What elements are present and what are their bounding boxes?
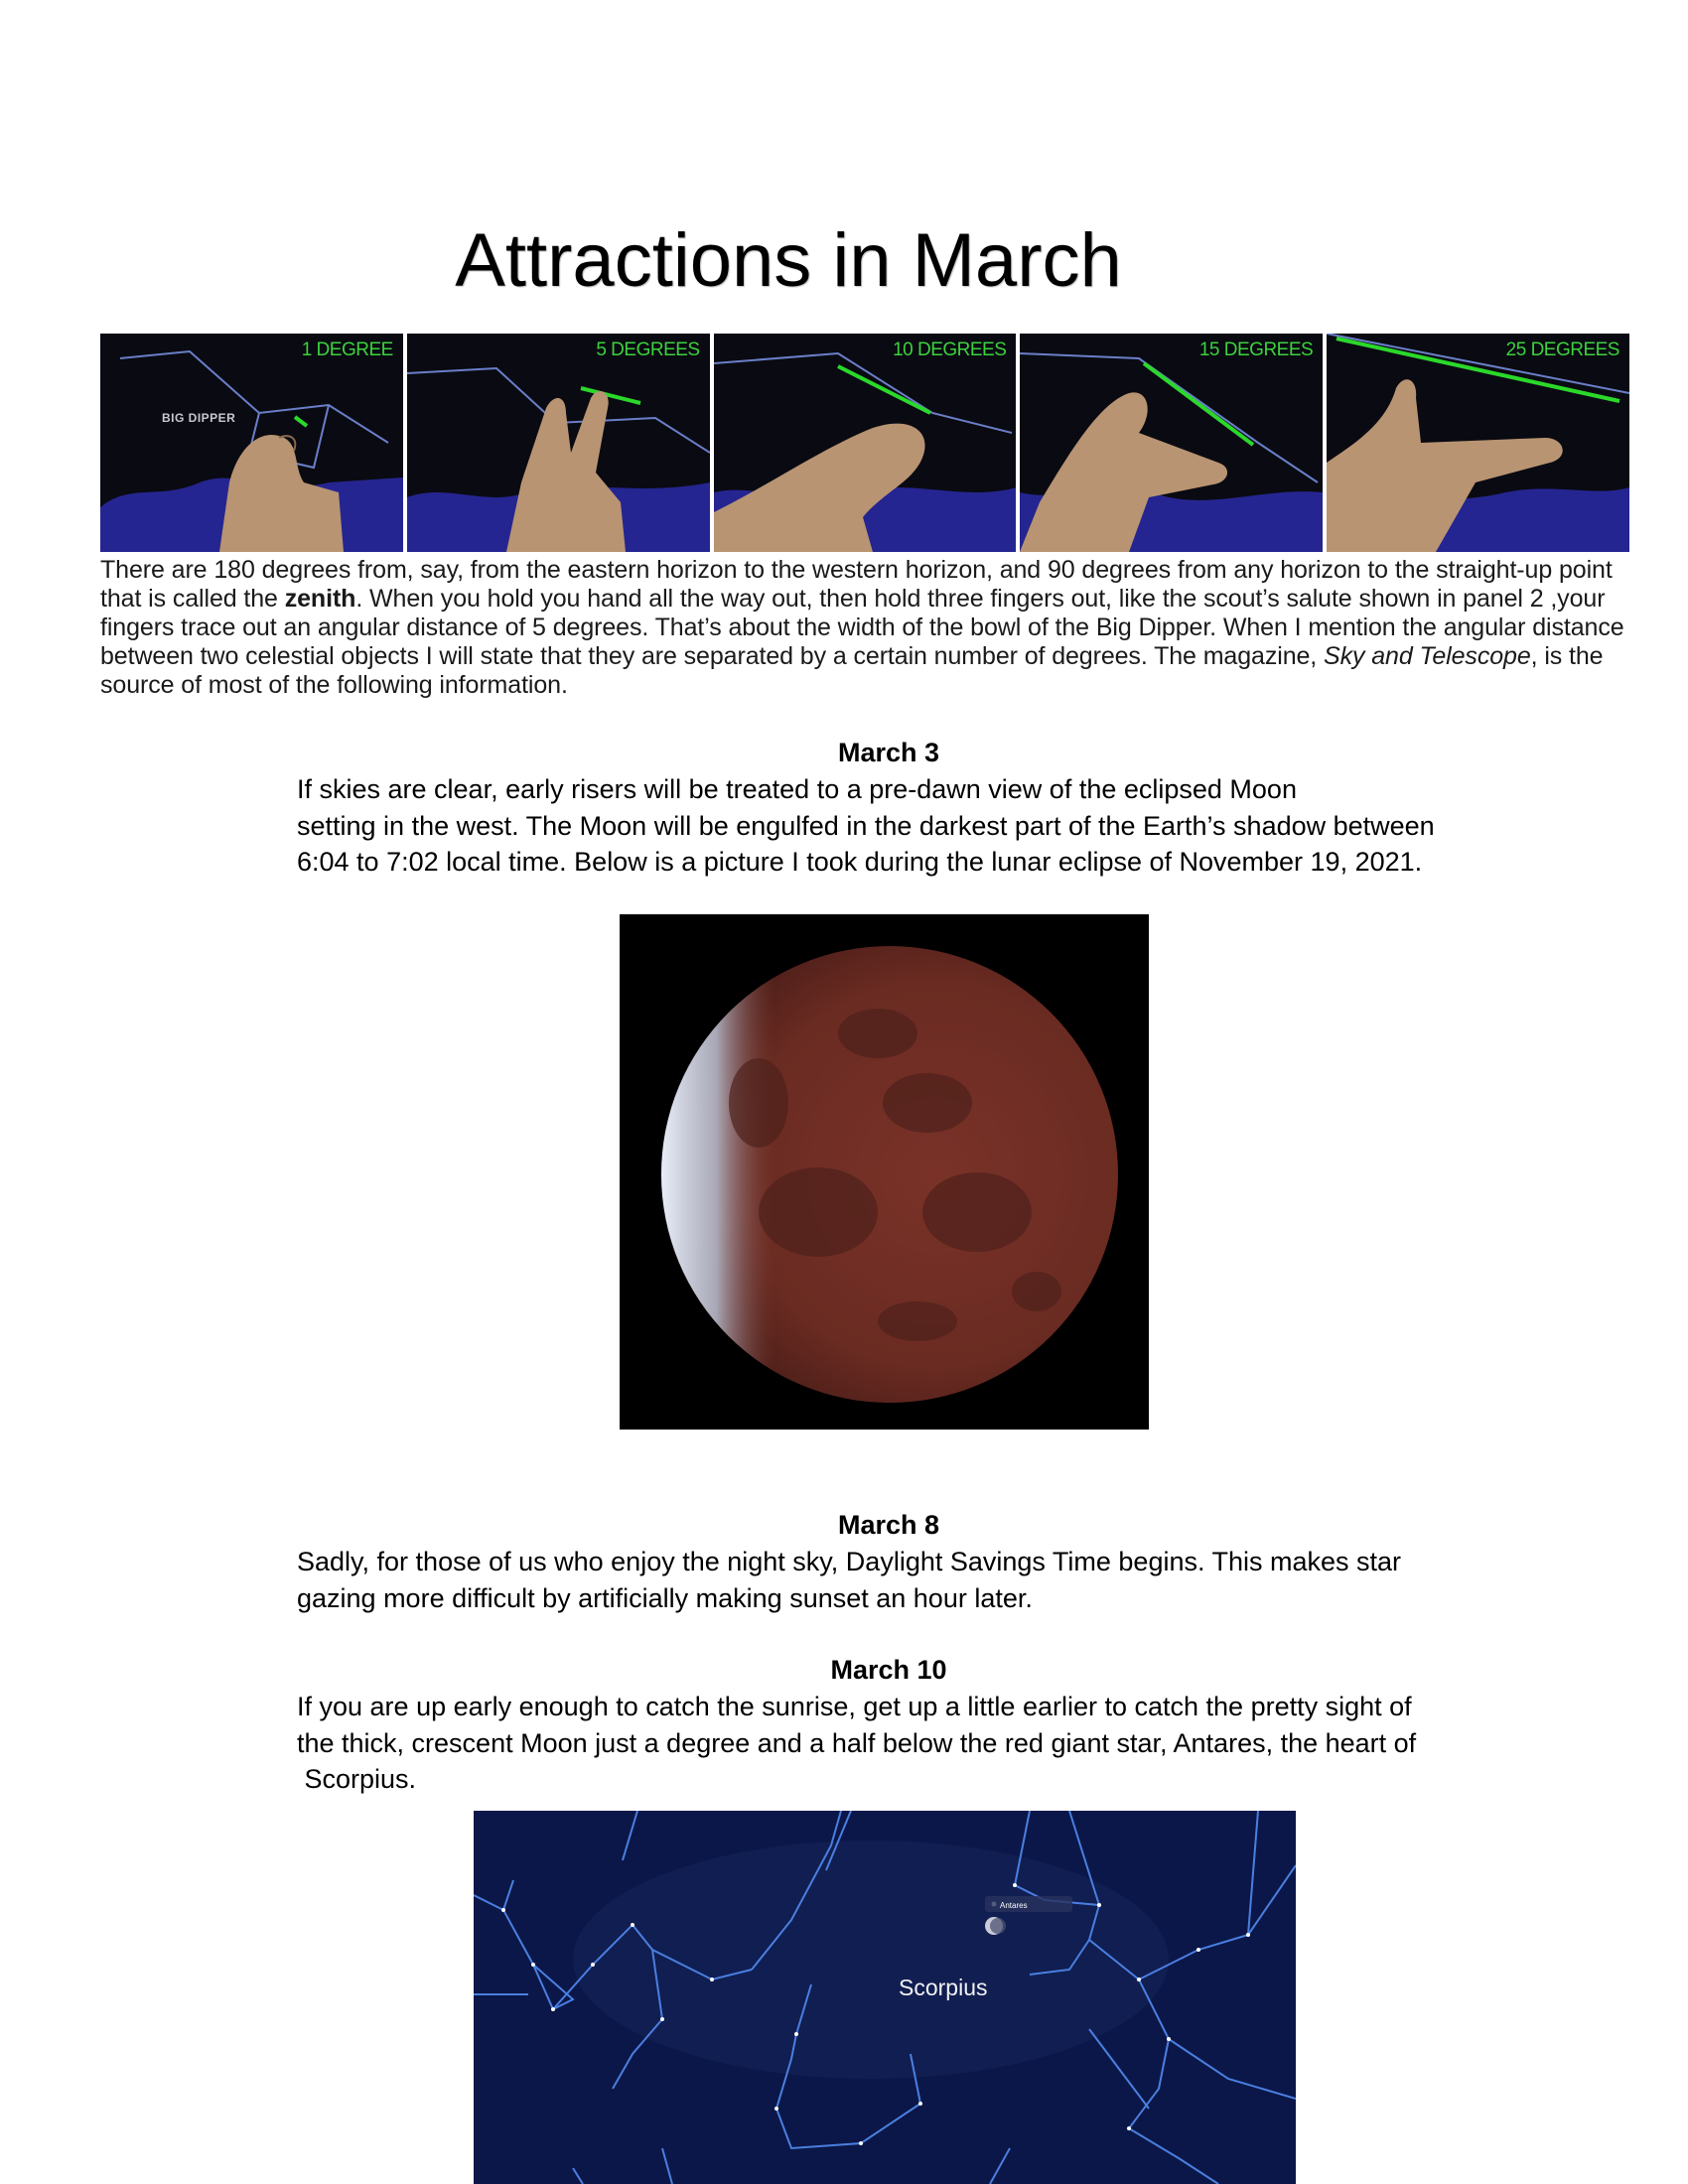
section-heading-march-8: March 8 (837, 1510, 940, 1540)
degree-panel-5 (1327, 334, 1629, 552)
section-body-march-3 (297, 771, 1488, 881)
degree-panel-3 (714, 334, 1017, 552)
intro-text: , is the source of most of the following information. (100, 642, 1604, 699)
body-line: If you are up early enough to catch the sunrise, get up a little earlier to catch the pretty sight of (297, 1692, 1412, 1721)
degree-label: 5 DEGREES (596, 340, 700, 360)
section-body-march-8 (297, 1544, 1488, 1616)
degree-label: 15 DEGREES (1198, 340, 1314, 360)
degree-label: 1 DEGREE (301, 340, 393, 360)
big-dipper-label: BIG DIPPER (162, 411, 236, 425)
degree-panel-1 (100, 334, 403, 552)
section-heading-march-10: March 10 (830, 1655, 947, 1685)
body-line: Scorpius. (297, 1764, 417, 1794)
section-heading-march-3: March 3 (837, 738, 940, 767)
body-line: setting in the west. The Moon will be engulfed in the darkest part of the Earth’s shadow between (297, 810, 1435, 841)
degree-label: 25 DEGREES (1505, 340, 1619, 360)
body-line: 6:04 to 7:02 local time. Below is a picture I took during the lunar eclipse of November 19, 2021. (297, 847, 1423, 877)
degree-label: 10 DEGREES (893, 340, 1007, 360)
body-line: the thick, crescent Moon just a degree and a half below the red giant star, Antares, the heart of (297, 1727, 1417, 1758)
intro-paragraph (100, 556, 1637, 700)
degree-panel-4 (1020, 334, 1323, 552)
body-line: If skies are clear, early risers will be treated to a pre-dawn view of the eclipsed Moon (297, 774, 1297, 804)
scorpius-sky-chart (474, 1811, 1296, 2184)
finger-degree-strip (100, 334, 1629, 552)
constellation-label: Scorpius (899, 1975, 988, 2000)
body-line: Sadly, for those of us who enjoy the night sky, Daylight Savings Time begins. This makes star (297, 1547, 1402, 1576)
magazine-name: Sky and Telescope (1324, 642, 1531, 670)
page-title: Attractions in March (455, 218, 1122, 303)
antares-label: Antares (1000, 1901, 1028, 1910)
zenith-term: zenith (284, 585, 356, 613)
body-line: gazing more difficult by artificially making sunset an hour later. (297, 1582, 1033, 1613)
lunar-eclipse-photo (620, 914, 1149, 1430)
intro-text: . When you hold you hand all the way out, then hold three fingers out, like the scout’s salute shown in panel 2 ,your fingers trace out an angular distance of 5 degrees. That’s about the width of the bowl of the Big Dipper. When I mention the angular distance between two celestial objects I will state that they are separated by a certain number of degrees. The magazine, (100, 585, 1624, 670)
intro-text: There are 180 degrees from, say, from the eastern horizon to the western horizon, and 90 degrees from any horizon to the straight-up point that is called the (100, 556, 1613, 613)
degree-panel-2 (407, 334, 710, 552)
section-body-march-10 (297, 1689, 1488, 1798)
